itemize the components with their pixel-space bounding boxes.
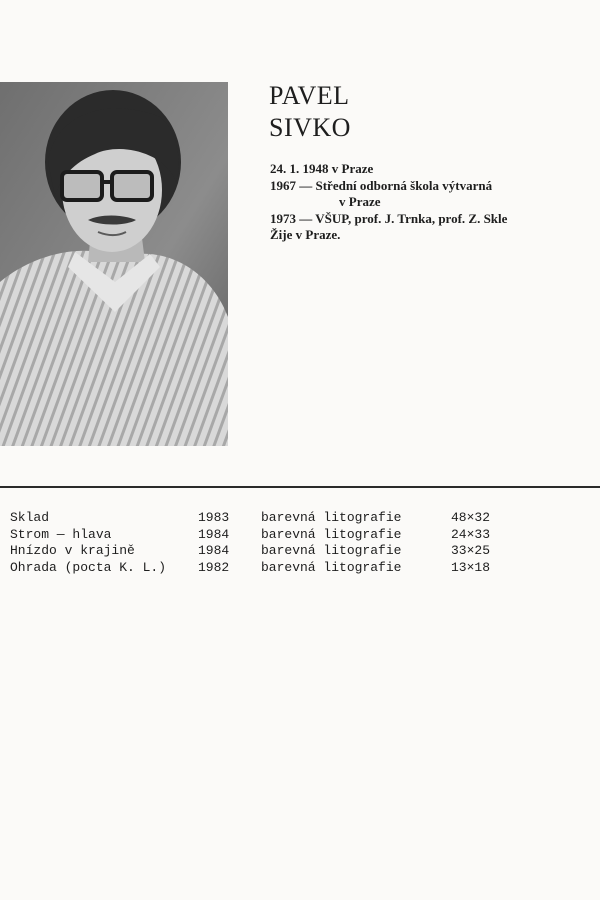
- artist-biography: [270, 161, 600, 244]
- artist-name: [269, 80, 351, 144]
- bio-education-1967-location: v Praze: [339, 194, 381, 209]
- work-row: [10, 543, 600, 560]
- artist-first-name: PAVEL: [269, 81, 350, 110]
- work-title: Hnízdo v krajině: [10, 543, 135, 558]
- work-row: [10, 510, 600, 527]
- work-technique: barevná litografie: [261, 510, 402, 525]
- bio-residence: Žije v Praze.: [270, 227, 341, 242]
- bio-education-1973: 1973 — VŠUP, prof. J. Trnka, prof. Z. Skle: [270, 210, 508, 226]
- work-title: Strom — hlava: [10, 526, 112, 542]
- work-size: 48×32: [451, 510, 491, 525]
- work-year: 1982: [198, 559, 230, 575]
- work-row: [10, 560, 600, 577]
- work-row: [10, 527, 600, 544]
- work-year: 1984: [198, 526, 230, 542]
- works-list: [10, 510, 600, 576]
- artist-last-name: SIVKO: [269, 113, 351, 142]
- work-size: 24×33: [451, 526, 491, 542]
- work-year: 1984: [198, 543, 230, 558]
- work-title: Sklad: [10, 510, 50, 525]
- bio-education-1967: 1967 — Střední odborná škola výtvarná: [270, 177, 493, 193]
- work-year: 1983: [198, 510, 230, 525]
- section-divider: [0, 486, 600, 488]
- work-technique: barevná litografie: [261, 543, 402, 558]
- work-title: Ohrada (pocta K. L.): [10, 559, 167, 575]
- work-size: 33×25: [451, 543, 491, 558]
- bio-birth: 24. 1. 1948 v Praze: [270, 161, 374, 176]
- work-size: 13×18: [451, 559, 491, 575]
- work-technique: barevná litografie: [261, 526, 402, 542]
- portrait-photo: [0, 82, 228, 446]
- work-technique: barevná litografie: [261, 559, 402, 575]
